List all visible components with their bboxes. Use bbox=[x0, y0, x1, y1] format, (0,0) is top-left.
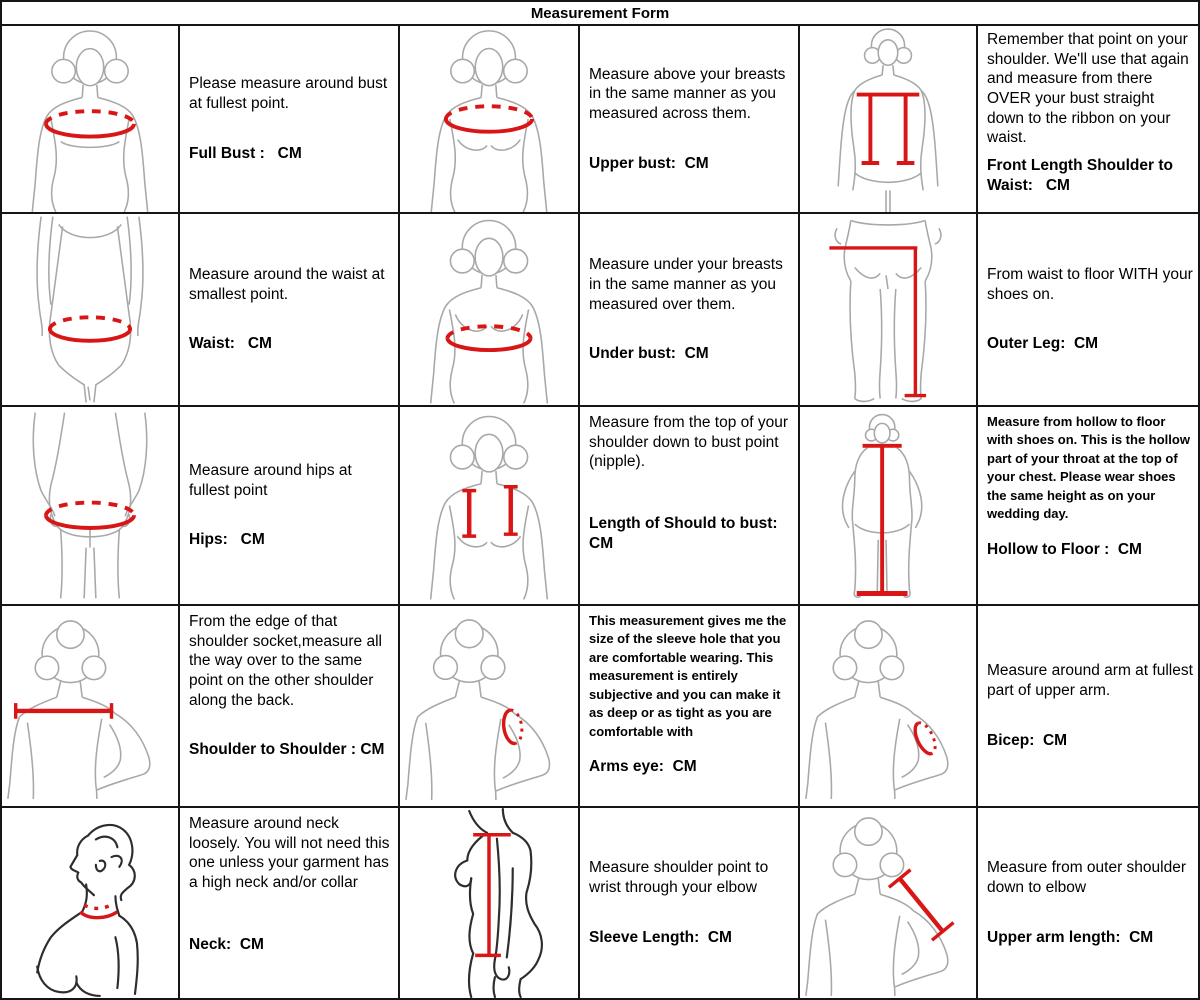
measurement-label: Bicep: CM bbox=[987, 731, 1068, 749]
instruction-cell-upper-bust bbox=[580, 26, 800, 214]
instruction-cell-upper-arm bbox=[978, 808, 1198, 998]
measurement-label: Length of Should to bust: CM bbox=[589, 515, 787, 552]
instruction-text: Measure under your breasts in the same manner as you measured over them. bbox=[589, 256, 783, 313]
instruction-text: Measure around neck loosely. You will not need this one unless your garment has a high neck and/or collar bbox=[189, 815, 390, 892]
measurement-label: Neck: CM bbox=[189, 935, 264, 953]
instruction-text: Measure around hips at fullest point bbox=[189, 461, 352, 499]
figure-cell-shoulder-to-shoulder bbox=[2, 606, 180, 808]
measurement-label: Arms eye: CM bbox=[589, 758, 697, 776]
instruction-text: Measure around arm at fullest part of upper arm. bbox=[987, 662, 1193, 700]
instruction-cell-neck bbox=[180, 808, 400, 998]
figure-cell-upper-arm bbox=[800, 808, 978, 998]
shoulder-to-bust-figure bbox=[400, 407, 578, 604]
shoulder-to-shoulder-figure bbox=[2, 606, 178, 806]
front-length-figure bbox=[800, 26, 976, 212]
waist-figure bbox=[2, 214, 178, 405]
measurement-label: Upper arm length: CM bbox=[987, 928, 1154, 946]
neck-figure bbox=[2, 808, 178, 998]
measurement-label: Front Length Shoulder to Waist: CM bbox=[987, 157, 1178, 194]
instruction-cell-full-bust bbox=[180, 26, 400, 214]
figure-cell-full-bust bbox=[2, 26, 180, 214]
instruction-cell-outer-leg bbox=[978, 214, 1198, 407]
instruction-text: This measurement gives me the size of the sleeve hole that you are comfortable wearing. This measurement is entirely subjective and you can make it as deep or as tight as you are comfortable with bbox=[589, 613, 787, 739]
measurement-label: Upper bust: CM bbox=[589, 154, 709, 172]
figure-cell-arms-eye bbox=[400, 606, 580, 808]
instruction-text: Measure around the waist at smallest point. bbox=[189, 265, 385, 303]
under-bust-figure bbox=[400, 214, 578, 405]
measurement-label: Waist: CM bbox=[189, 335, 272, 353]
instruction-text: Measure above your breasts in the same manner as you measured across them. bbox=[589, 65, 786, 122]
figure-cell-hollow-to-floor bbox=[800, 407, 978, 606]
measurement-label: Outer Leg: CM bbox=[987, 335, 1099, 353]
arms-eye-figure bbox=[400, 606, 578, 806]
instruction-cell-sleeve-length bbox=[580, 808, 800, 998]
hips-figure bbox=[2, 407, 178, 604]
page-title: Measurement Form bbox=[2, 2, 1198, 26]
figure-cell-hips bbox=[2, 407, 180, 606]
instruction-cell-waist bbox=[180, 214, 400, 407]
instruction-text: Please measure around bust at fullest point. bbox=[189, 75, 388, 113]
measurement-label: Hips: CM bbox=[189, 531, 265, 549]
instruction-cell-shoulder-to-shoulder bbox=[180, 606, 400, 808]
instruction-cell-shoulder-to-bust bbox=[580, 407, 800, 606]
figure-cell-bicep bbox=[800, 606, 978, 808]
instruction-text: Measure from outer shoulder down to elbow bbox=[987, 859, 1187, 897]
instruction-cell-hollow-to-floor bbox=[978, 407, 1198, 606]
figure-cell-under-bust bbox=[400, 214, 580, 407]
upper-arm-figure bbox=[800, 808, 976, 998]
bicep-figure bbox=[800, 606, 976, 806]
instruction-cell-hips bbox=[180, 407, 400, 606]
instruction-text: From waist to floor WITH your shoes on. bbox=[987, 265, 1193, 303]
measurement-label: Hollow to Floor : CM bbox=[987, 540, 1142, 558]
measurement-label: Sleeve Length: CM bbox=[589, 928, 732, 946]
hollow-to-floor-figure bbox=[800, 407, 976, 604]
figure-cell-sleeve-length bbox=[400, 808, 580, 998]
instruction-text: Remember that point on your shoulder. We'll use that again and measure from there OVER your bust straight down to the ribbon on your waist. bbox=[987, 31, 1189, 147]
instruction-text: From the edge of that shoulder socket,measure all the way over to the same point on the other shoulder along the back. bbox=[189, 613, 382, 709]
upper-bust-figure bbox=[400, 26, 578, 212]
figure-cell-outer-leg bbox=[800, 214, 978, 407]
measurement-label: Shoulder to Shoulder : CM bbox=[189, 741, 385, 759]
sleeve-length-figure bbox=[400, 808, 578, 998]
figure-cell-waist bbox=[2, 214, 180, 407]
instruction-cell-front-length bbox=[978, 26, 1198, 214]
figure-cell-front-length bbox=[800, 26, 978, 214]
instruction-cell-bicep bbox=[978, 606, 1198, 808]
figure-cell-upper-bust bbox=[400, 26, 580, 214]
instruction-text: Measure from hollow to floor with shoes on. This is the hollow part of your throat at the top of your chest. Please wear shoes the same height as on your wedding day. bbox=[987, 414, 1190, 522]
measurement-label: Under bust: CM bbox=[589, 345, 709, 363]
figure-cell-neck bbox=[2, 808, 180, 998]
measurement-label: Full Bust : CM bbox=[189, 144, 302, 162]
instruction-cell-under-bust bbox=[580, 214, 800, 407]
full-bust-figure bbox=[2, 26, 178, 212]
figure-cell-shoulder-to-bust bbox=[400, 407, 580, 606]
instruction-text: Measure shoulder point to wrist through your elbow bbox=[589, 859, 769, 897]
outer-leg-figure bbox=[800, 214, 976, 405]
instruction-text: Measure from the top of your shoulder down to bust point (nipple). bbox=[589, 414, 789, 471]
instruction-cell-arms-eye bbox=[580, 606, 800, 808]
